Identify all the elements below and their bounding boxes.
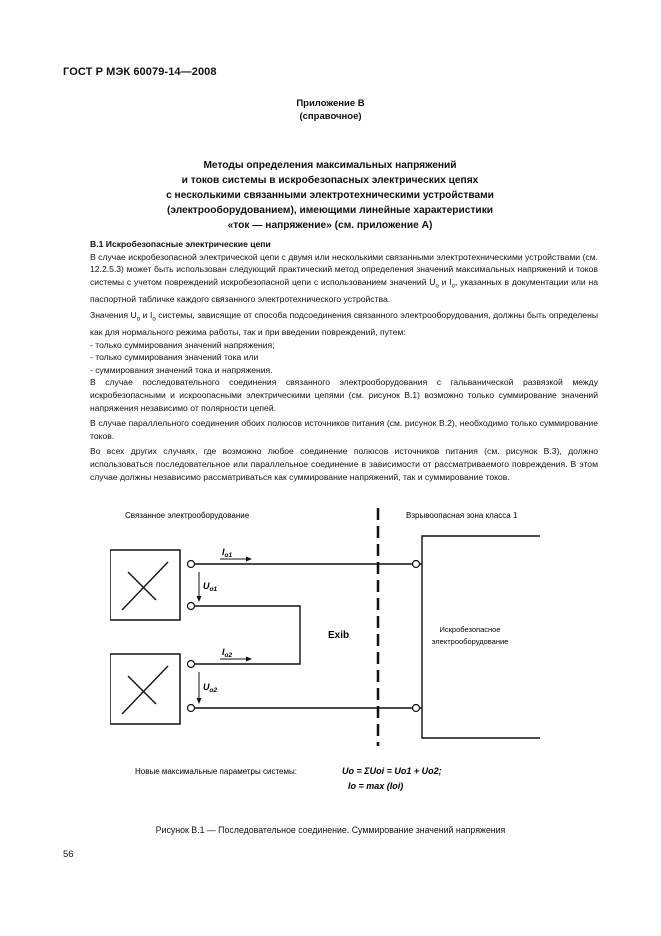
associated-device-2	[110, 654, 180, 724]
figure-caption: Рисунок В.1 — Последовательное соединение. Суммирование значений напряжения	[155, 825, 506, 835]
heading-line: Методы определения максимальных напряжений	[203, 160, 457, 171]
terminal-field-top	[413, 561, 420, 568]
section-heading: В.1 Искробезопасные электрические цепи	[90, 239, 271, 249]
list-item: - только суммирования значений тока или	[90, 352, 259, 363]
device-label: Искробезопасное	[439, 625, 501, 634]
series-link-wire	[195, 606, 300, 664]
current-label-1: $I_{о1}$	[222, 547, 233, 559]
standard-header: ГОСТ Р МЭК 60079-14—2008	[63, 66, 217, 78]
list-item: - только суммирования значений напряжения;	[90, 339, 275, 350]
formula-voltage: Uо = ΣUoi = Uо1 + Uо2;	[342, 766, 442, 776]
new-params-label: Новые максимальные параметры системы:	[135, 767, 297, 776]
terminal-field-bottom	[413, 705, 420, 712]
appendix-type: (справочное)	[299, 111, 362, 122]
voltage-label-1: $U_{о1}$	[203, 581, 218, 593]
formula-current: Iо = max (Ioi)	[348, 781, 404, 791]
arrow-head-icon	[246, 557, 252, 562]
paragraph-2: Значения $U_о$ и $I_о$ системы, зависящие от способа подсоединения связанного электрооборудования, должны быть определены как для нормального режима работы, так и при введении повреждений, путем:	[90, 309, 599, 337]
paragraph-1: В случае искробезопасной электрической цепи с двумя или несколькими связанными электротехническими устройствами (см. 12.2.5.3) может быть использован следующий практический метод определения значений максимальных напряжений и токов системы с учетом повреждений искробезопасной цепи с использованием значений $U_о$ и $I_о$, указанных в документации или на паспортной табличке каждого связанного электротехнического устройства.	[90, 251, 599, 305]
terminal-2a	[188, 661, 195, 668]
arrow-head-icon	[197, 596, 202, 602]
heading-line: с несколькими связанными электротехническими устройствами	[166, 190, 494, 201]
body-text	[90, 238, 598, 483]
page-number: 56	[63, 849, 74, 860]
appendix-heading	[90, 158, 570, 233]
voltage-label-2: $U_{о2}$	[203, 682, 218, 694]
terminal-1b	[188, 603, 195, 610]
heading-line: (электрооборудованием), имеющими линейные характеристики	[166, 205, 494, 216]
terminal-2b	[188, 705, 195, 712]
paragraph-3: В случае последовательного соединения связанного электрооборудования с гальванической развязкой между искробезопасными и искроопасными электрическими цепями (см. рисунок В.1) возможно только суммирование значений напряжения независимо от полярности цепей.	[90, 377, 598, 413]
associated-device-1	[110, 550, 180, 620]
arrow-head-icon	[246, 657, 252, 662]
arrow-head-icon	[197, 698, 202, 704]
series-connection-diagram	[110, 506, 560, 796]
device-label: электрооборудование	[431, 637, 509, 646]
right-zone-label: Взрывоопасная зона класса 1	[406, 511, 518, 520]
paragraph-4: В случае параллельного соединения обоих полюсов источников питания (см. рисунок В.2), необходимо только суммирование токов.	[90, 418, 598, 441]
current-label-2: $I_{о2}$	[222, 647, 233, 659]
terminal-1a	[188, 561, 195, 568]
exib-label: Exib	[328, 630, 350, 641]
heading-line: и токов системы в искробезопасных электрических цепях	[181, 175, 479, 186]
left-zone-label: Связанное электрооборудование	[125, 511, 250, 520]
paragraph-5: Во всех других случаях, где возможно любое соединение полюсов источников питания (см. рисунок В.3), должно использоваться последовательное или параллельное соединение в зависимости от рассматриваемого повреждения. В этом случае должны независимо рассматриваться как суммирование напряжений, так и суммирование токов.	[90, 446, 598, 482]
heading-line: «ток — напряжение» (см. приложение А)	[227, 220, 433, 231]
list-item: - суммирования значений тока и напряжения.	[90, 364, 273, 375]
appendix-title: Приложение В	[296, 98, 365, 109]
